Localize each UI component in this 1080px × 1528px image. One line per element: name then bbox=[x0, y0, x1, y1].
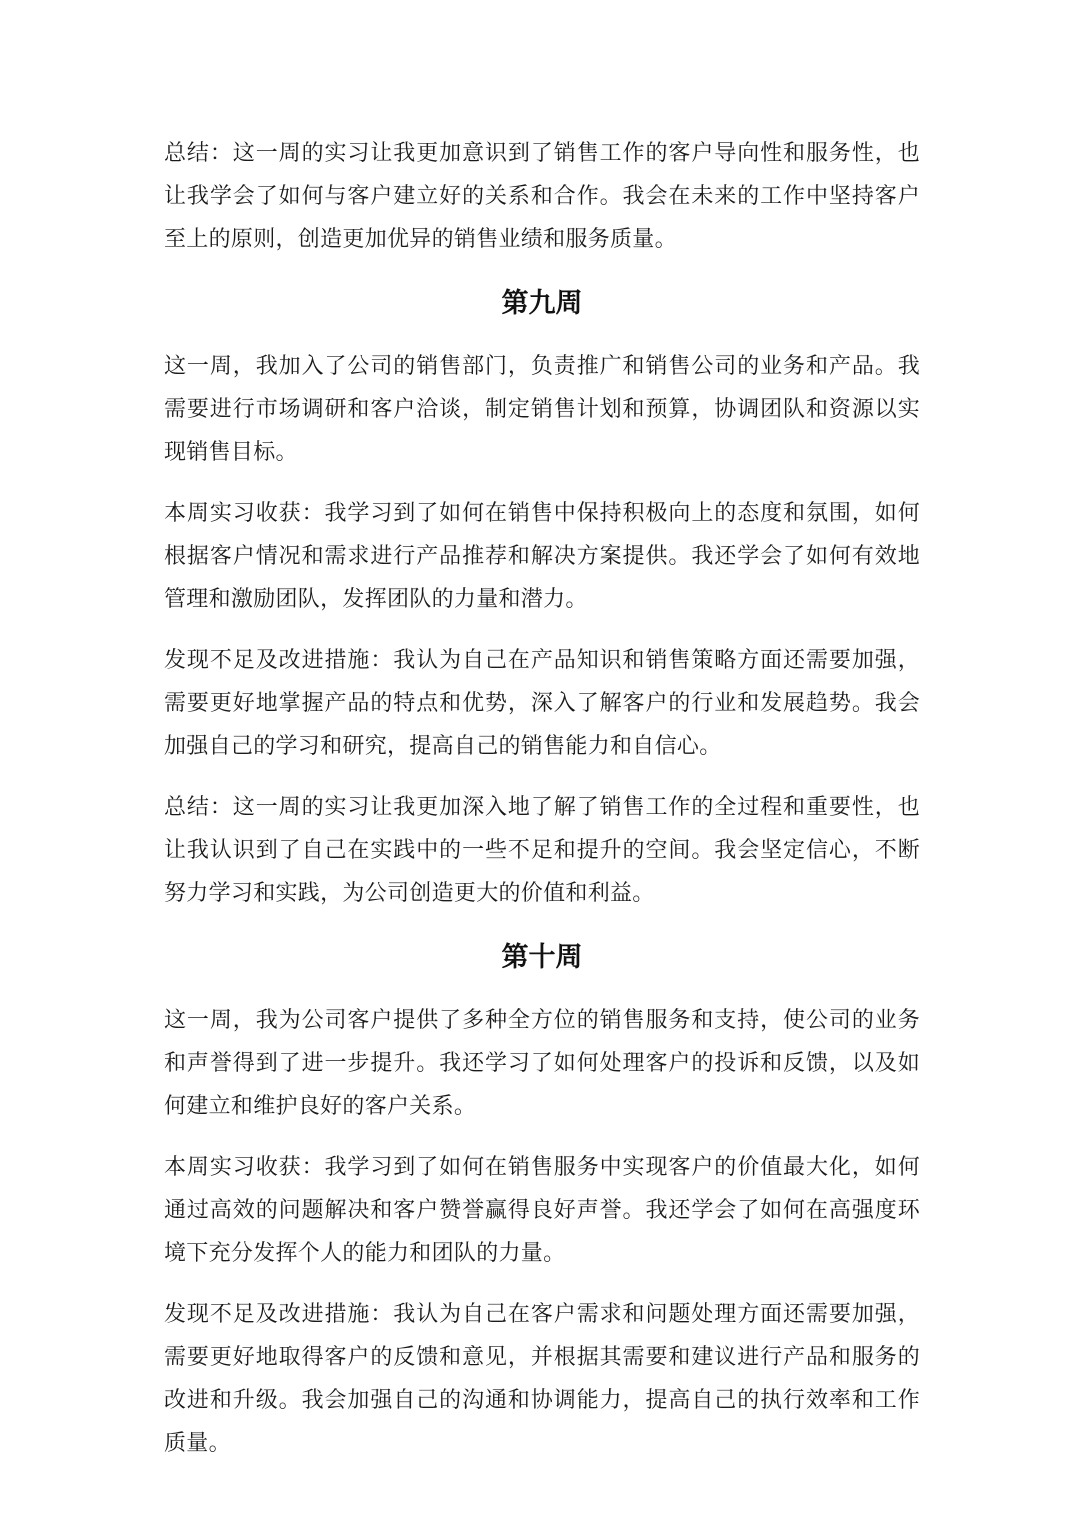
intro-paragraph-week9: 这一周，我加入了公司的销售部门，负责推广和销售公司的业务和产品。我需要进行市场调研和客户洽谈，制定销售计划和预算，协调团队和资源以实现销售目标。 bbox=[164, 354, 920, 465]
improvement-paragraph-week9: 发现不足及改进措施：我认为自己在产品知识和销售策略方面还需要加强，需要更好地掌握产品的特点和优势，深入了解客户的行业和发展趋势。我会加强自己的学习和研究，提高自己的销售能力和自信心。 bbox=[164, 648, 920, 759]
summary-paragraph-week8: 总结：这一周的实习让我更加意识到了销售工作的客户导向性和服务性，也让我学会了如何与客户建立好的关系和合作。我会在未来的工作中坚持客户至上的原则，创造更加优异的销售业绩和服务质量。 bbox=[164, 141, 920, 252]
document-body bbox=[164, 132, 920, 1483]
section-heading-week10: 第十周 bbox=[501, 942, 583, 973]
summary-paragraph-week9: 总结：这一周的实习让我更加深入地了解了销售工作的全过程和重要性，也让我认识到了自己在实践中的一些不足和提升的空间。我会坚定信心，不断努力学习和实践，为公司创造更大的价值和利益。 bbox=[164, 795, 920, 906]
intro-paragraph-week10: 这一周，我为公司客户提供了多种全方位的销售服务和支持，使公司的业务和声誉得到了进一步提升。我还学习了如何处理客户的投诉和反馈，以及如何建立和维护良好的客户关系。 bbox=[164, 1008, 920, 1119]
improvement-paragraph-week10: 发现不足及改进措施：我认为自己在客户需求和问题处理方面还需要加强，需要更好地取得客户的反馈和意见，并根据其需要和建议进行产品和服务的改进和升级。我会加强自己的沟通和协调能力，提高自己的执行效率和工作质量。 bbox=[164, 1302, 920, 1456]
gains-paragraph-week9: 本周实习收获：我学习到了如何在销售中保持积极向上的态度和氛围，如何根据客户情况和需求进行产品推荐和解决方案提供。我还学会了如何有效地管理和激励团队，发挥团队的力量和潜力。 bbox=[164, 501, 920, 612]
gains-paragraph-week10: 本周实习收获：我学习到了如何在销售服务中实现客户的价值最大化，如何通过高效的问题解决和客户赞誉赢得良好声誉。我还学会了如何在高强度环境下充分发挥个人的能力和团队的力量。 bbox=[164, 1155, 920, 1266]
section-heading-week9: 第九周 bbox=[501, 288, 583, 319]
